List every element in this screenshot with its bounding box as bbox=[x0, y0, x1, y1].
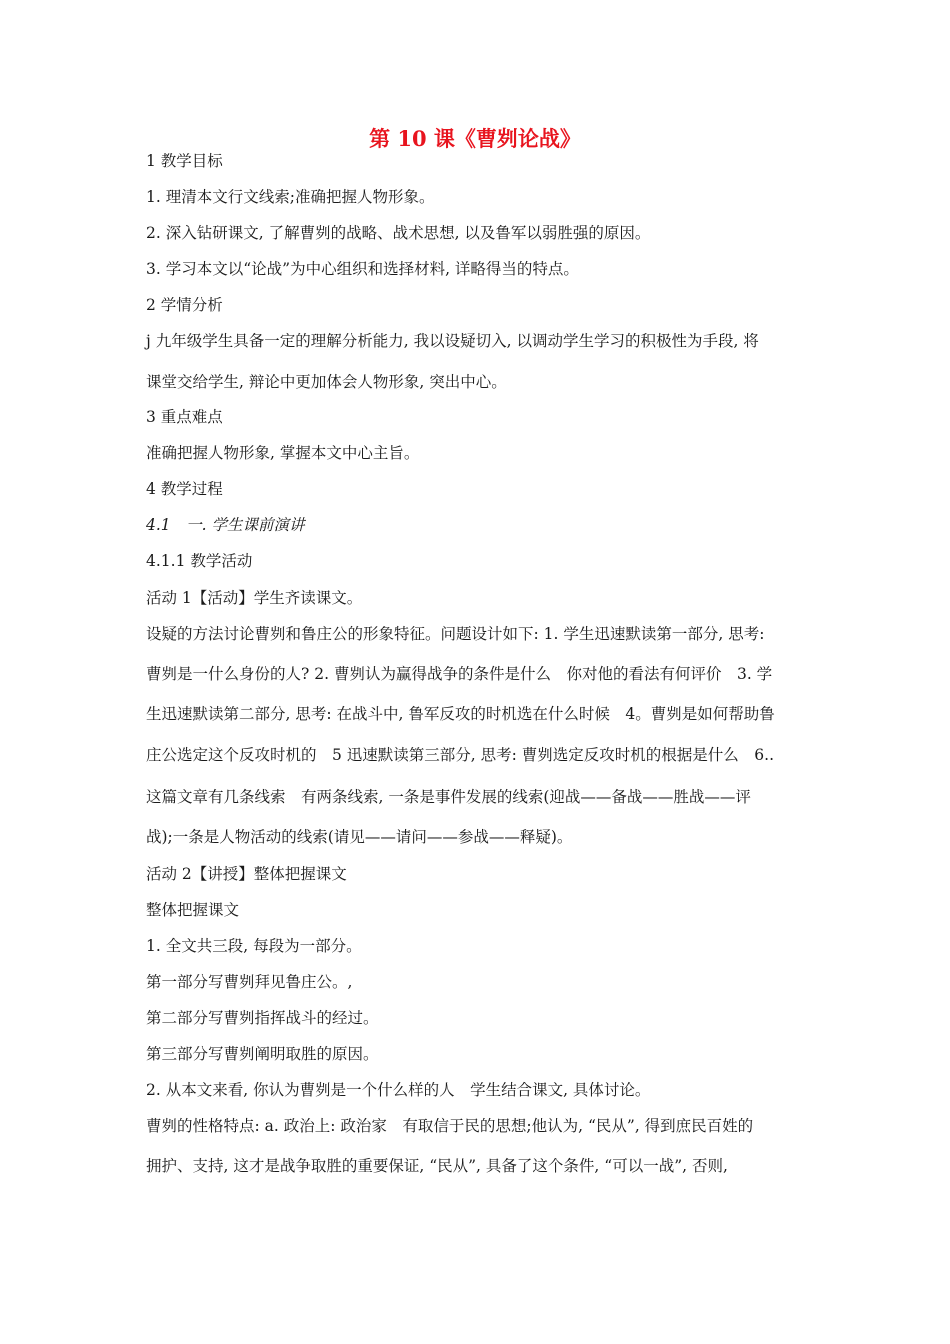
text-line: 2. 从本文来看, 你认为曹刿是一个什么样的人 学生结合课文, 具体讨论。 bbox=[146, 1081, 651, 1099]
text-line: 这篇文章有几条线索 有两条线索, 一条是事件发展的线索(迎战——备战——胜战——评 bbox=[146, 788, 751, 806]
text-line: 准确把握人物形象, 掌握本文中心主旨。 bbox=[146, 444, 420, 462]
text-line: 第三部分写曹刿阐明取胜的原因。 bbox=[146, 1045, 379, 1063]
text-line: 曹刿的性格特点: a. 政治上: 政治家 有取信于民的思想;他认为, “民从”, 得到庶民百姓的 bbox=[146, 1117, 754, 1135]
text-line: 设疑的方法讨论曹刿和鲁庄公的形象特征。问题设计如下: 1. 学生迅速默读第一部分, 思考: bbox=[146, 625, 765, 643]
text-line: 4.1.1 教学活动 bbox=[146, 552, 253, 570]
text-line: 3 重点难点 bbox=[146, 408, 223, 426]
text-line: 第二部分写曹刿指挥战斗的经过。 bbox=[146, 1009, 379, 1027]
text-line: 3. 学习本文以“论战”为中心组织和选择材料, 详略得当的特点。 bbox=[146, 260, 579, 278]
text-line: 活动 1【活动】学生齐读课文。 bbox=[146, 589, 363, 607]
page-title: 第 10 课《曹刿论战》 bbox=[369, 126, 581, 151]
text-line: 战);一条是人物活动的线索(请见——请问——参战——释疑)。 bbox=[146, 828, 573, 846]
text-line: 活动 2【讲授】整体把握课文 bbox=[146, 865, 347, 883]
text-line: 课堂交给学生, 辩论中更加体会人物形象, 突出中心。 bbox=[146, 373, 507, 391]
text-line: 4 教学过程 bbox=[146, 480, 223, 498]
text-line: 1. 理清本文行文线索;准确把握人物形象。 bbox=[146, 188, 435, 206]
text-line: 第一部分写曹刿拜见鲁庄公。, bbox=[146, 973, 353, 991]
text-line: j 九年级学生具备一定的理解分析能力, 我以设疑切入, 以调动学生学习的积极性为手段, 将 bbox=[146, 332, 759, 350]
text-line: 2 学情分析 bbox=[146, 296, 223, 314]
text-line: 1. 全文共三段, 每段为一部分。 bbox=[146, 937, 362, 955]
text-line: 生迅速默读第二部分, 思考: 在战斗中, 鲁军反攻的时机选在什么时候 4。曹刿是如何帮助鲁 bbox=[146, 705, 775, 723]
text-line: 4.1 一. 学生课前演讲 bbox=[146, 516, 305, 534]
text-line: 1 教学目标 bbox=[146, 152, 223, 170]
text-line: 曹刿是一什么身份的人? 2. 曹刿认为赢得战争的条件是什么 你对他的看法有何评价 3. 学 bbox=[146, 665, 773, 683]
text-line: 庄公选定这个反攻时机的 5 迅速默读第三部分, 思考: 曹刿选定反攻时机的根据是什么 6.. bbox=[146, 746, 775, 764]
text-line: 整体把握课文 bbox=[146, 901, 240, 919]
text-line: 2. 深入钻研课文, 了解曹刿的战略、战术思想, 以及鲁军以弱胜强的原因。 bbox=[146, 224, 651, 242]
text-line: 拥护、支持, 这才是战争取胜的重要保证, “民从”, 具备了这个条件, “可以一战”, 否则, bbox=[146, 1157, 728, 1175]
